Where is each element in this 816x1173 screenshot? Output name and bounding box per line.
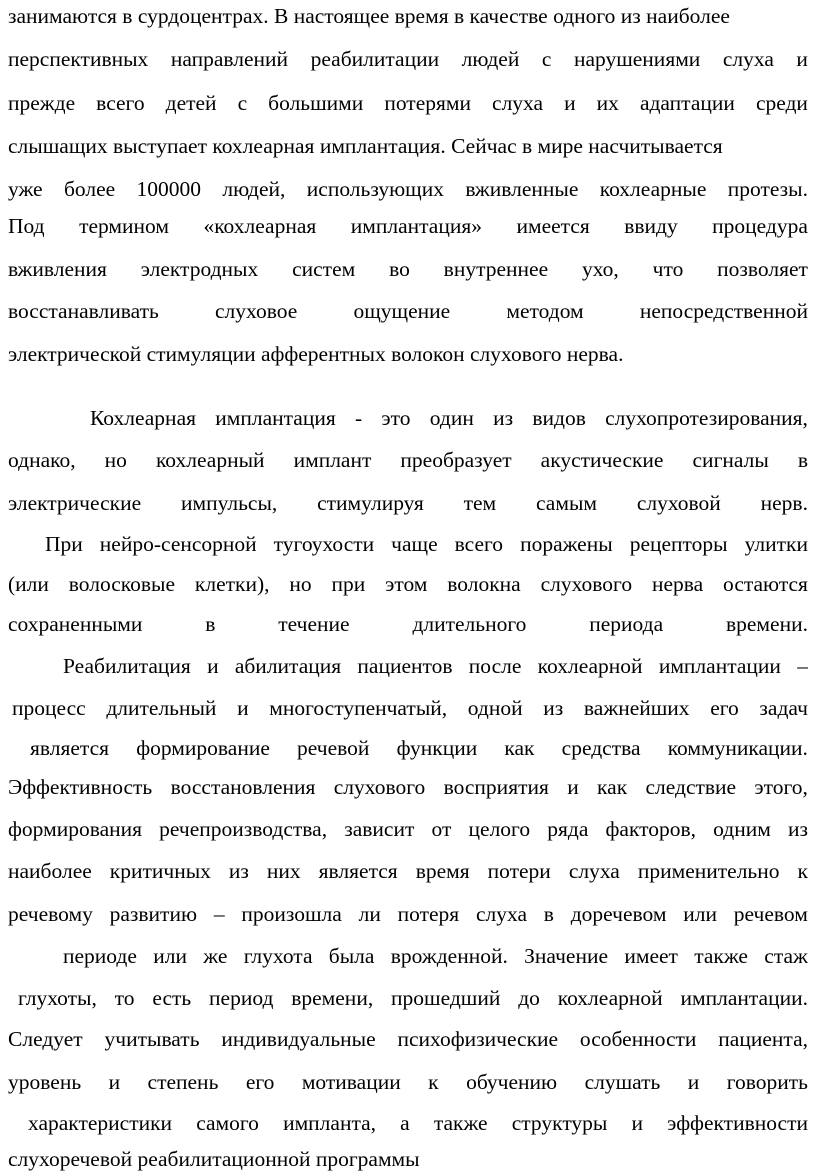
text-line: Следует учитывать индивидуальные психофизические особенности пациента, — [8, 1027, 808, 1051]
text-line: (или волосковые клетки), но при этом волокна слухового нерва остаются — [8, 572, 808, 596]
text-line: формирования речепроизводства, зависит от целого ряда факторов, одним из — [8, 817, 808, 841]
text-line: слышащих выступает кохлеарная имплантация. Сейчас в мире насчитывается — [8, 134, 723, 158]
text-line: прежде всего детей с большими потерями слуха и их адаптации среди — [8, 91, 808, 115]
text-line: уровень и степень его мотивации к обучению слушать и говорить — [8, 1070, 808, 1094]
text-line: периоде или же глухота была врожденной. Значение имеет также стаж — [63, 944, 808, 968]
text-line: глухоты, то есть период времени, прошедший до кохлеарной имплантации. — [18, 986, 808, 1010]
text-line: восстанавливать слуховое ощущение методом непосредственной — [8, 299, 808, 323]
text-line: характеристики самого импланта, а также структуры и эффективности — [28, 1111, 808, 1135]
text-line: сохраненными в течение длительного периода времени. — [8, 612, 808, 636]
text-line: вживления электродных систем во внутреннее ухо, что позволяет — [8, 257, 808, 281]
text-line: процесс длительный и многоступенчатый, одной из важнейших его задач — [12, 696, 808, 720]
text-line: электрической стимуляции афферентных волокон слухового нерва. — [8, 342, 624, 366]
text-line: Кохлеарная имплантация - это один из видов слухопротезирования, — [90, 406, 808, 430]
text-line: является формирование речевой функции как средства коммуникации. — [30, 736, 808, 760]
text-line: занимаются в сурдоцентрах. В настоящее время в качестве одного из наиболее — [8, 4, 730, 28]
text-line: При нейро-сенсорной тугоухости чаще всего поражены рецепторы улитки — [45, 532, 808, 556]
text-line: электрические импульсы, стимулируя тем самым слуховой нерв. — [8, 491, 808, 515]
text-line: Эффективность восстановления слухового восприятия и как следствие этого, — [8, 775, 808, 799]
text-line: Под термином «кохлеарная имплантация» имеется ввиду процедура — [8, 214, 808, 238]
text-line: уже более 100000 людей, использующих вживленные кохлеарные протезы. — [8, 177, 808, 201]
text-line: речевому развитию – произошла ли потеря слуха в доречевом или речевом — [8, 902, 808, 926]
text-line: наиболее критичных из них является время потери слуха применительно к — [8, 859, 808, 883]
text-line: Реабилитация и абилитация пациентов после кохлеарной имплантации – — [63, 654, 808, 678]
text-line: однако, но кохлеарный имплант преобразует акустические сигналы в — [8, 448, 808, 472]
text-line: перспективных направлений реабилитации людей с нарушениями слуха и — [8, 47, 808, 71]
text-line: слухоречевой реабилитационной программы — [8, 1147, 420, 1171]
